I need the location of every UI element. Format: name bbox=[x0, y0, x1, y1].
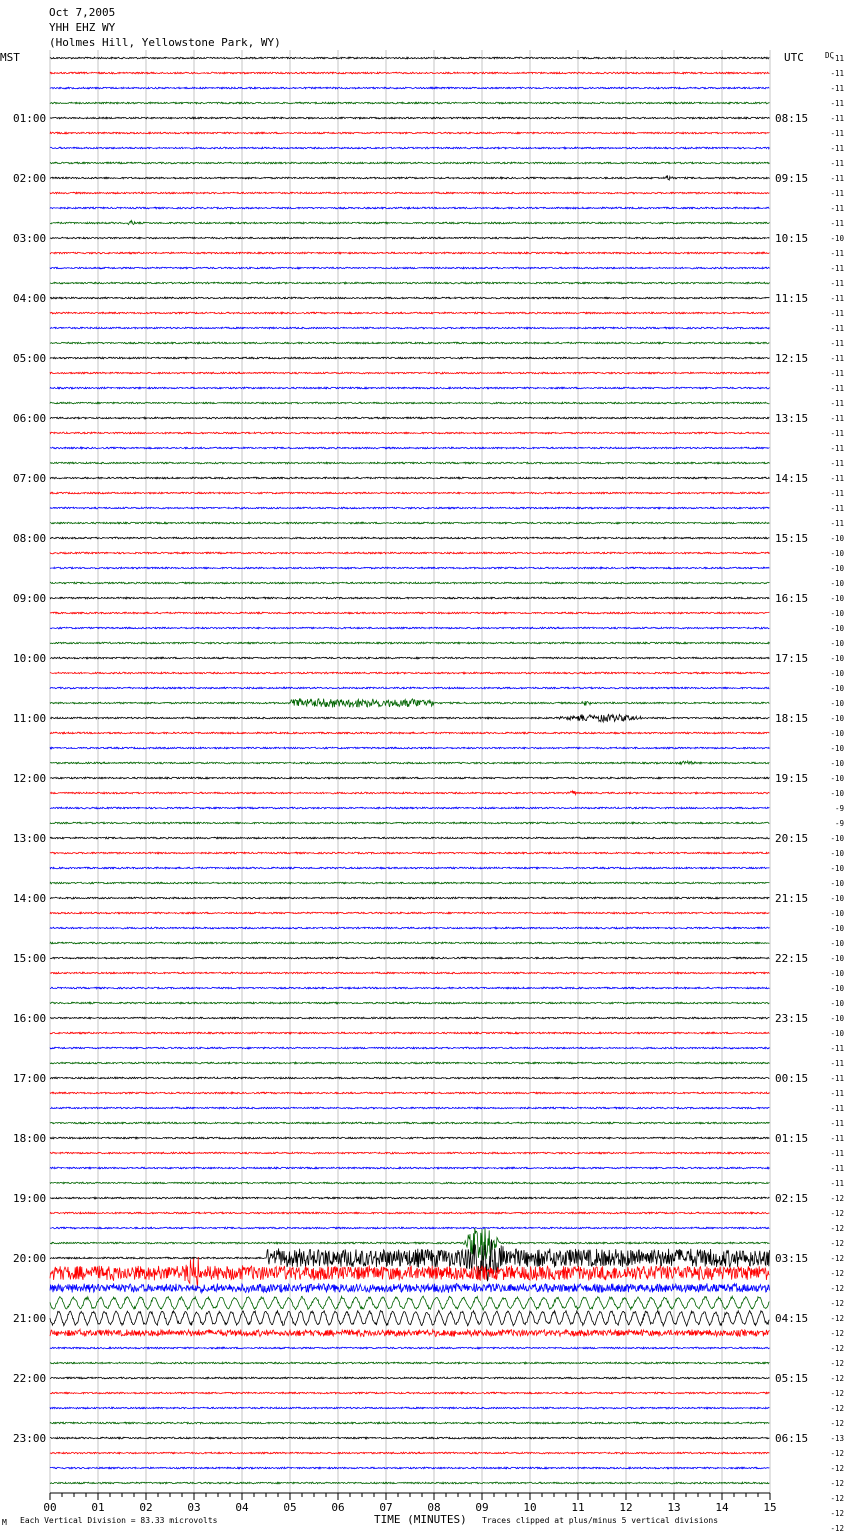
dc-offset-79: -12 bbox=[830, 1239, 844, 1248]
utc-label-17: 01:15 bbox=[775, 1132, 809, 1145]
dc-offset-56: -10 bbox=[830, 894, 844, 903]
dc-offset-95: -12 bbox=[830, 1479, 844, 1488]
dc-offset-75: -11 bbox=[830, 1179, 844, 1188]
dc-offset-51: -9 bbox=[834, 819, 844, 828]
trace-19 bbox=[50, 342, 769, 344]
trace-5 bbox=[50, 132, 769, 134]
x-tick-label-09: 09 bbox=[475, 1501, 489, 1514]
trace-22 bbox=[50, 387, 769, 389]
dc-offset-26: -11 bbox=[830, 444, 844, 453]
dc-offset-32: -10 bbox=[830, 534, 844, 543]
trace-73 bbox=[50, 1152, 769, 1154]
dc-offset-72: -11 bbox=[830, 1134, 844, 1143]
trace-2 bbox=[50, 87, 769, 89]
trace-25 bbox=[50, 432, 769, 434]
trace-88 bbox=[50, 1377, 769, 1379]
dc-offset-77: -12 bbox=[830, 1209, 844, 1218]
seismic-traces bbox=[50, 57, 769, 1484]
mst-label-6: 07:00 bbox=[13, 472, 47, 485]
dc-offset-4: -11 bbox=[830, 114, 844, 123]
trace-17 bbox=[50, 312, 769, 314]
x-axis-title: TIME (MINUTES) bbox=[374, 1513, 467, 1526]
trace-23 bbox=[50, 402, 769, 404]
mst-label-5: 06:00 bbox=[13, 412, 47, 425]
dc-offset-42: -10 bbox=[830, 684, 844, 693]
mst-label-10: 11:00 bbox=[13, 712, 47, 725]
utc-label-1: 09:15 bbox=[775, 172, 809, 185]
trace-0 bbox=[50, 57, 769, 59]
trace-12 bbox=[50, 237, 769, 239]
trace-91 bbox=[50, 1422, 769, 1424]
mst-label-2: 03:00 bbox=[13, 232, 47, 245]
trace-20 bbox=[50, 357, 769, 359]
dc-offset-20: -11 bbox=[830, 354, 844, 363]
trace-78 bbox=[50, 1227, 769, 1229]
dc-offset-46: -10 bbox=[830, 744, 844, 753]
dc-offset-70: -11 bbox=[830, 1104, 844, 1113]
x-tick-label-06: 06 bbox=[331, 1501, 345, 1514]
mst-label-11: 12:00 bbox=[13, 772, 47, 785]
dc-offset-35: -10 bbox=[830, 579, 844, 588]
mst-label-0: 01:00 bbox=[13, 112, 47, 125]
trace-31 bbox=[50, 522, 769, 524]
utc-label-11: 19:15 bbox=[775, 772, 809, 785]
dc-offset-83: -12 bbox=[830, 1299, 844, 1308]
trace-46 bbox=[50, 747, 769, 749]
dc-offset-44: -10 bbox=[830, 714, 844, 723]
mst-label-9: 10:00 bbox=[13, 652, 47, 665]
dc-offset-30: -11 bbox=[830, 504, 844, 513]
mst-label-4: 05:00 bbox=[13, 352, 47, 365]
trace-39 bbox=[50, 642, 769, 644]
utc-label-0: 08:15 bbox=[775, 112, 809, 125]
x-tick-label-07: 07 bbox=[379, 1501, 393, 1514]
utc-label-16: 00:15 bbox=[775, 1072, 809, 1085]
dc-offset-63: -10 bbox=[830, 999, 844, 1008]
dc-offset-37: -10 bbox=[830, 609, 844, 618]
trace-89 bbox=[50, 1392, 769, 1394]
dc-offset-73: -11 bbox=[830, 1149, 844, 1158]
trace-82 bbox=[50, 1283, 769, 1293]
trace-38 bbox=[50, 627, 769, 629]
utc-hour-labels bbox=[775, 112, 808, 1445]
trace-10 bbox=[50, 207, 769, 209]
station-code: YHH EHZ WY bbox=[49, 21, 116, 34]
mst-label-19: 20:00 bbox=[13, 1252, 47, 1265]
dc-offset-21: -11 bbox=[830, 369, 844, 378]
dc-offset-14: -11 bbox=[830, 264, 844, 273]
utc-label-13: 21:15 bbox=[775, 892, 809, 905]
trace-54 bbox=[50, 867, 769, 869]
trace-26 bbox=[50, 447, 769, 449]
dc-offset-33: -10 bbox=[830, 549, 844, 558]
dc-offset-84: -12 bbox=[830, 1314, 844, 1323]
x-tick-label-02: 02 bbox=[139, 1501, 153, 1514]
dc-offset-76: -12 bbox=[830, 1194, 844, 1203]
trace-56 bbox=[50, 897, 769, 899]
dc-offset-96: -12 bbox=[830, 1494, 844, 1503]
utc-label-3: 11:15 bbox=[775, 292, 809, 305]
dc-offset-82: -12 bbox=[830, 1284, 844, 1293]
x-tick-label-01: 01 bbox=[91, 1501, 105, 1514]
utc-label-4: 12:15 bbox=[775, 352, 809, 365]
dc-offset-28: -11 bbox=[830, 474, 844, 483]
dc-offset-10: -11 bbox=[830, 204, 844, 213]
dc-offset-12: -10 bbox=[830, 234, 844, 243]
dc-offset-66: -11 bbox=[830, 1044, 844, 1053]
trace-44 bbox=[50, 714, 769, 722]
trace-18 bbox=[50, 327, 769, 329]
dc-offset-52: -10 bbox=[830, 834, 844, 843]
utc-label-14: 22:15 bbox=[775, 952, 809, 965]
dc-offset-11: -11 bbox=[830, 219, 844, 228]
utc-label-15: 23:15 bbox=[775, 1012, 809, 1025]
trace-61 bbox=[50, 972, 769, 974]
trace-24 bbox=[50, 417, 769, 419]
dc-offset-88: -12 bbox=[830, 1374, 844, 1383]
trace-57 bbox=[50, 912, 769, 914]
trace-28 bbox=[50, 477, 769, 479]
left-timezone-label: MST bbox=[0, 51, 20, 64]
dc-offset-17: -11 bbox=[830, 309, 844, 318]
dc-offset-59: -10 bbox=[830, 939, 844, 948]
dc-offset-78: -12 bbox=[830, 1224, 844, 1233]
trace-4 bbox=[50, 117, 769, 119]
dc-offset-16: -11 bbox=[830, 294, 844, 303]
trace-15 bbox=[50, 282, 769, 284]
mst-label-21: 22:00 bbox=[13, 1372, 47, 1385]
dc-offset-98: -12 bbox=[830, 1524, 844, 1533]
trace-84 bbox=[50, 1310, 769, 1326]
dc-offset-80: -12 bbox=[830, 1254, 844, 1263]
x-tick-label-05: 05 bbox=[283, 1501, 297, 1514]
dc-offset-64: -10 bbox=[830, 1014, 844, 1023]
x-tick-label-14: 14 bbox=[715, 1501, 729, 1514]
dc-offset-22: -11 bbox=[830, 384, 844, 393]
dc-offset-15: -11 bbox=[830, 279, 844, 288]
dc-offset-19: -11 bbox=[830, 339, 844, 348]
dc-offset-7: -11 bbox=[830, 159, 844, 168]
dc-offset-8: -11 bbox=[830, 174, 844, 183]
dc-offset-2: -11 bbox=[830, 84, 844, 93]
trace-87 bbox=[50, 1362, 769, 1364]
trace-13 bbox=[50, 252, 769, 254]
trace-49 bbox=[50, 791, 769, 795]
trace-90 bbox=[50, 1407, 769, 1409]
mst-label-18: 19:00 bbox=[13, 1192, 47, 1205]
utc-label-18: 02:15 bbox=[775, 1192, 809, 1205]
dc-offset-55: -10 bbox=[830, 879, 844, 888]
utc-label-21: 05:15 bbox=[775, 1372, 809, 1385]
trace-21 bbox=[50, 372, 769, 374]
trace-93 bbox=[50, 1452, 769, 1454]
dc-offset-74: -11 bbox=[830, 1164, 844, 1173]
utc-label-12: 20:15 bbox=[775, 832, 809, 845]
dc-offset-header: DC bbox=[825, 51, 835, 60]
mst-label-7: 08:00 bbox=[13, 532, 47, 545]
dc-offset-29: -11 bbox=[830, 489, 844, 498]
dc-offset-60: -10 bbox=[830, 954, 844, 963]
trace-94 bbox=[50, 1467, 769, 1469]
trace-70 bbox=[50, 1107, 769, 1109]
x-tick-label-03: 03 bbox=[187, 1501, 201, 1514]
dc-offset-68: -11 bbox=[830, 1074, 844, 1083]
utc-label-19: 03:15 bbox=[775, 1252, 809, 1265]
dc-offset-91: -12 bbox=[830, 1419, 844, 1428]
mst-label-1: 02:00 bbox=[13, 172, 47, 185]
x-tick-label-00: 00 bbox=[43, 1501, 57, 1514]
trace-58 bbox=[50, 927, 769, 929]
trace-27 bbox=[50, 462, 769, 464]
trace-16 bbox=[50, 297, 769, 299]
dc-offset-90: -12 bbox=[830, 1404, 844, 1413]
x-tick-label-15: 15 bbox=[763, 1501, 777, 1514]
station-location: (Holmes Hill, Yellowstone Park, WY) bbox=[49, 36, 281, 49]
trace-7 bbox=[50, 162, 769, 164]
mst-label-8: 09:00 bbox=[13, 592, 47, 605]
trace-30 bbox=[50, 507, 769, 509]
dc-offset-58: -10 bbox=[830, 924, 844, 933]
dc-offset-38: -10 bbox=[830, 624, 844, 633]
dc-offset-69: -11 bbox=[830, 1089, 844, 1098]
trace-8 bbox=[50, 175, 769, 180]
trace-3 bbox=[50, 102, 769, 104]
trace-50 bbox=[50, 807, 769, 809]
mst-label-15: 16:00 bbox=[13, 1012, 47, 1025]
dc-offset-71: -11 bbox=[830, 1119, 844, 1128]
trace-71 bbox=[50, 1122, 769, 1124]
mst-label-17: 18:00 bbox=[13, 1132, 47, 1145]
trace-14 bbox=[50, 267, 769, 269]
trace-52 bbox=[50, 837, 769, 839]
trace-83 bbox=[50, 1296, 769, 1310]
x-tick-label-13: 13 bbox=[667, 1501, 681, 1514]
trace-35 bbox=[50, 582, 769, 584]
dc-offset-87: -12 bbox=[830, 1359, 844, 1368]
mst-hour-labels bbox=[13, 112, 46, 1445]
dc-offset-49: -10 bbox=[830, 789, 844, 798]
x-tick-label-04: 04 bbox=[235, 1501, 249, 1514]
dc-offset-65: -10 bbox=[830, 1029, 844, 1038]
utc-label-5: 13:15 bbox=[775, 412, 809, 425]
mst-label-22: 23:00 bbox=[13, 1432, 47, 1445]
dc-offset-13: -11 bbox=[830, 249, 844, 258]
trace-68 bbox=[50, 1077, 769, 1079]
trace-62 bbox=[50, 987, 769, 989]
dc-offset-47: -10 bbox=[830, 759, 844, 768]
dc-offset-27: -11 bbox=[830, 459, 844, 468]
x-tick-label-10: 10 bbox=[523, 1501, 537, 1514]
trace-63 bbox=[50, 1002, 769, 1004]
vertical-division-note: Each Vertical Division = 83.33 microvolts bbox=[20, 1516, 218, 1525]
trace-47 bbox=[50, 761, 769, 764]
dc-offset-25: -11 bbox=[830, 429, 844, 438]
trace-55 bbox=[50, 882, 769, 884]
trace-1 bbox=[50, 72, 769, 74]
trace-67 bbox=[50, 1062, 769, 1064]
dc-offset-86: -12 bbox=[830, 1344, 844, 1353]
dc-offset-23: -11 bbox=[830, 399, 844, 408]
dc-offset-41: -10 bbox=[830, 669, 844, 678]
dc-offset-43: -10 bbox=[830, 699, 844, 708]
trace-74 bbox=[50, 1167, 769, 1169]
dc-offset-57: -10 bbox=[830, 909, 844, 918]
dc-offset-62: -10 bbox=[830, 984, 844, 993]
utc-label-6: 14:15 bbox=[775, 472, 809, 485]
trace-29 bbox=[50, 492, 769, 494]
trace-45 bbox=[50, 732, 769, 734]
mst-label-20: 21:00 bbox=[13, 1312, 47, 1325]
x-tick-label-12: 12 bbox=[619, 1501, 633, 1514]
dc-offset-36: -10 bbox=[830, 594, 844, 603]
trace-64 bbox=[50, 1017, 769, 1019]
trace-72 bbox=[50, 1137, 769, 1139]
trace-60 bbox=[50, 957, 769, 959]
corner-mark: M bbox=[2, 1518, 7, 1527]
trace-95 bbox=[50, 1482, 769, 1484]
trace-65 bbox=[50, 1032, 769, 1034]
clipping-note: Traces clipped at plus/minus 5 vertical divisions bbox=[482, 1516, 719, 1525]
trace-6 bbox=[50, 147, 769, 149]
trace-51 bbox=[50, 822, 769, 824]
dc-offset-34: -10 bbox=[830, 564, 844, 573]
trace-76 bbox=[50, 1197, 769, 1199]
mst-label-16: 17:00 bbox=[13, 1072, 47, 1085]
dc-offset-54: -10 bbox=[830, 864, 844, 873]
trace-37 bbox=[50, 612, 769, 614]
trace-92 bbox=[50, 1437, 769, 1439]
mst-label-3: 04:00 bbox=[13, 292, 47, 305]
dc-offset-48: -10 bbox=[830, 774, 844, 783]
trace-66 bbox=[50, 1047, 769, 1049]
x-tick-label-11: 11 bbox=[571, 1501, 585, 1514]
trace-53 bbox=[50, 852, 769, 854]
trace-32 bbox=[50, 537, 769, 539]
right-timezone-label: UTC bbox=[784, 51, 804, 64]
dc-offset-93: -12 bbox=[830, 1449, 844, 1458]
dc-offset-92: -13 bbox=[830, 1434, 844, 1443]
trace-33 bbox=[50, 552, 769, 554]
trace-85 bbox=[50, 1329, 769, 1337]
dc-offset-6: -11 bbox=[830, 144, 844, 153]
trace-41 bbox=[50, 672, 769, 674]
dc-offset-3: -11 bbox=[830, 99, 844, 108]
mst-label-14: 15:00 bbox=[13, 952, 47, 965]
utc-label-7: 15:15 bbox=[775, 532, 809, 545]
dc-offset-61: -10 bbox=[830, 969, 844, 978]
utc-label-22: 06:15 bbox=[775, 1432, 809, 1445]
dc-offset-89: -12 bbox=[830, 1389, 844, 1398]
utc-label-2: 10:15 bbox=[775, 232, 809, 245]
dc-offset-53: -10 bbox=[830, 849, 844, 858]
dc-offset-97: -12 bbox=[830, 1509, 844, 1518]
dc-offset-9: -11 bbox=[830, 189, 844, 198]
dc-offset-39: -10 bbox=[830, 639, 844, 648]
trace-86 bbox=[50, 1347, 769, 1349]
dc-offset-0: -11 bbox=[830, 54, 844, 63]
trace-59 bbox=[50, 942, 769, 944]
trace-36 bbox=[50, 597, 769, 599]
trace-69 bbox=[50, 1092, 769, 1094]
trace-40 bbox=[50, 657, 769, 659]
mst-label-12: 13:00 bbox=[13, 832, 47, 845]
x-tick-label-08: 08 bbox=[427, 1501, 441, 1514]
x-axis bbox=[43, 1493, 776, 1514]
trace-48 bbox=[50, 777, 769, 779]
record-date: Oct 7,2005 bbox=[49, 6, 116, 19]
dc-offset-18: -11 bbox=[830, 324, 844, 333]
utc-label-9: 17:15 bbox=[775, 652, 809, 665]
dc-offset-labels bbox=[830, 54, 844, 1534]
dc-offset-40: -10 bbox=[830, 654, 844, 663]
dc-offset-5: -11 bbox=[830, 129, 844, 138]
dc-offset-24: -11 bbox=[830, 414, 844, 423]
utc-label-8: 16:15 bbox=[775, 592, 809, 605]
dc-offset-1: -11 bbox=[830, 69, 844, 78]
dc-offset-85: -12 bbox=[830, 1329, 844, 1338]
dc-offset-81: -12 bbox=[830, 1269, 844, 1278]
dc-offset-31: -11 bbox=[830, 519, 844, 528]
utc-label-10: 18:15 bbox=[775, 712, 809, 725]
dc-offset-50: -9 bbox=[834, 804, 844, 813]
trace-43 bbox=[50, 698, 769, 707]
trace-9 bbox=[50, 192, 769, 194]
trace-75 bbox=[50, 1182, 769, 1184]
mst-label-13: 14:00 bbox=[13, 892, 47, 905]
dc-offset-94: -12 bbox=[830, 1464, 844, 1473]
dc-offset-67: -11 bbox=[830, 1059, 844, 1068]
dc-offset-45: -10 bbox=[830, 729, 844, 738]
trace-34 bbox=[50, 567, 769, 569]
trace-11 bbox=[50, 221, 769, 225]
trace-77 bbox=[50, 1212, 769, 1214]
trace-42 bbox=[50, 687, 769, 689]
utc-label-20: 04:15 bbox=[775, 1312, 809, 1325]
